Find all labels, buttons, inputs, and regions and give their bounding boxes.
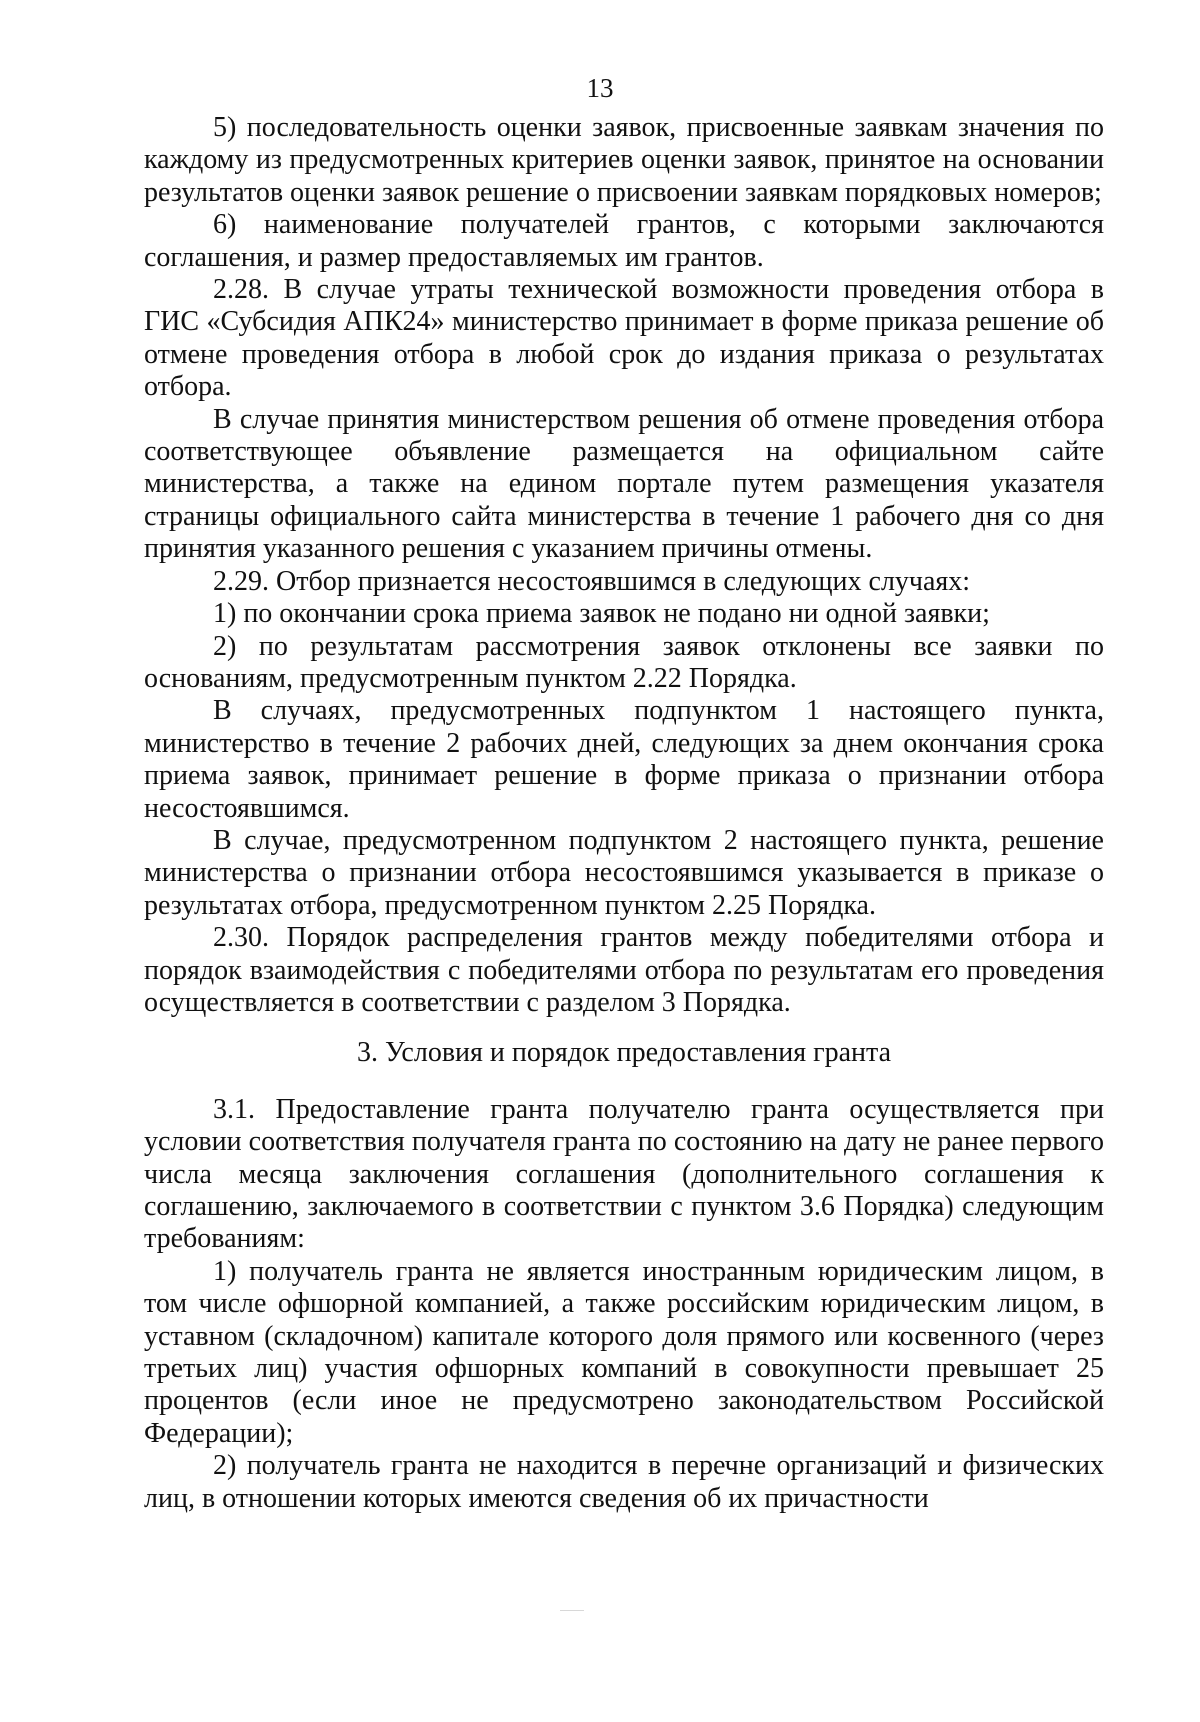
page-number: 13 [586, 73, 614, 103]
paragraph: 2) получатель гранта не находится в перечне организаций и физических лиц, в отношении которых имеются сведения об их причастности [144, 1450, 1104, 1514]
paragraph: 2.28. В случае утраты технической возможности проведения отбора в ГИС «Субсидия АПК24» министерство принимает в форме приказа решение об отмене проведения отбора в любой срок до издания приказа о результатах отбора. [144, 274, 1104, 403]
paragraph: В случае, предусмотренном подпунктом 2 настоящего пункта, решение министерства о признании отбора несостоявшимся указывается в приказе о результатах отбора, предусмотренном пунктом 2.25 Порядка. [144, 824, 1104, 921]
paragraph: 2.29. Отбор признается несостоявшимся в следующих случаях: [213, 565, 971, 597]
paragraph: 3.1. Предоставление гранта получателю гранта осуществляется при условии соответствия получателя гранта по состоянию на дату не ранее первого числа месяца заключения соглашения (дополнительного соглашения к соглашению, заключаемого в соответствии с пунктом 3.6 Порядка) следующим требованиям: [144, 1093, 1104, 1255]
paragraph: В случае принятия министерством решения об отмене проведения отбора соответствующее объявление размещается на официальном сайте министерства, а также на едином портале путем размещения указателя страницы официального сайта министерства в течение 1 рабочего дня со дня принятия указанного решения с указанием причины отмены. [144, 403, 1104, 565]
paragraph: 2) по результатам рассмотрения заявок отклонены все заявки по основаниям, предусмотренным пунктом 2.22 Порядка. [144, 630, 1104, 694]
paragraph: 6) наименование получателей грантов, с которыми заключаются соглашения, и размер предоставляемых им грантов. [144, 209, 1104, 273]
paragraph: 1) получатель гранта не является иностранным юридическим лицом, в том числе офшорной компанией, а также российским юридическим лицом, в уставном (складочном) капитале которого доля прямого или косвенного (через третьих лиц) участия офшорных компаний в совокупности превышает 25 процентов (если иное не предусмотрено законодательством Российской Федерации); [144, 1255, 1104, 1449]
paragraph: 2.30. Порядок распределения грантов между победителями отбора и порядок взаимодействия с победителями отбора по результатам его проведения осуществляется в соответствии с разделом 3 Порядка. [144, 922, 1104, 1018]
scan-mark [560, 1610, 584, 1611]
paragraph: В случаях, предусмотренных подпунктом 1 настоящего пункта, министерство в течение 2 рабочих дней, следующих за днем окончания срока приема заявок, принимает решение в форме приказа о признании отбора несостоявшимся. [144, 695, 1104, 824]
document-body [144, 112, 1104, 1515]
paragraph: 1) по окончании срока приема заявок не подано ни одной заявки; [213, 598, 990, 630]
section-heading: 3. Условия и порядок предоставления гранта [356, 1037, 892, 1069]
paragraph: 5) последовательность оценки заявок, присвоенные заявкам значения по каждому из предусмотренных критериев оценки заявок, принятое на основании результатов оценки заявок решение о присвоении заявкам порядковых номеров; [144, 112, 1104, 208]
